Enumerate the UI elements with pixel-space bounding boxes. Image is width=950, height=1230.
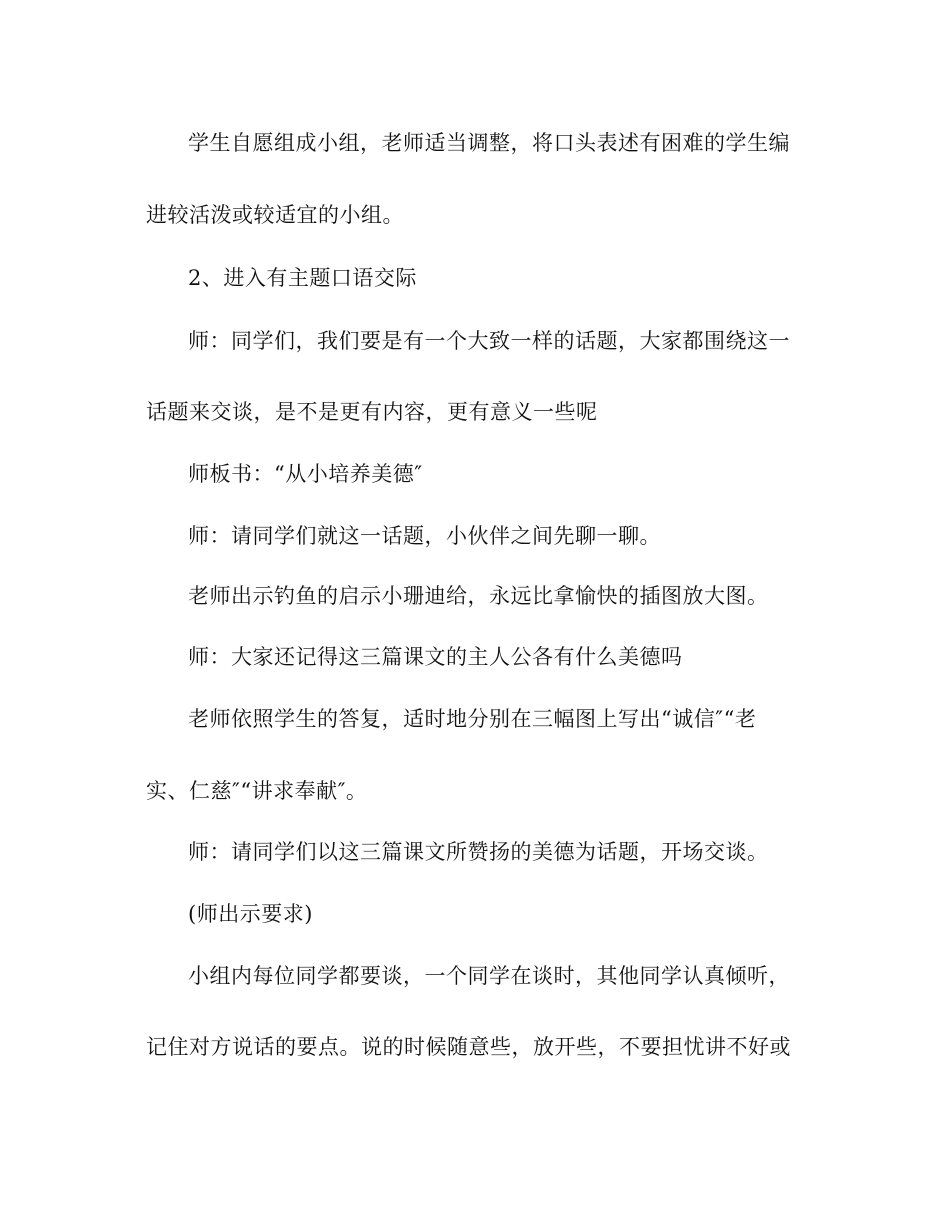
paragraph-line-11: 师：请同学们以这三篇课文所赞扬的美德为话题，开场交谈。: [188, 840, 769, 864]
paragraph-line-9: 老师依照学生的答复，适时地分别在三幅图上写出“诚信″“老: [188, 707, 757, 731]
paragraph-line-12: (师出示要求): [188, 902, 313, 926]
paragraph-line-4: 话题来交谈，是不是更有内容，更有意义一些呢: [146, 400, 598, 424]
paragraph-line-6: 师：请同学们就这一话题，小伙伴之间先聊一聊。: [188, 524, 661, 548]
paragraph-line-3: 师：同学们，我们要是有一个大致一样的话题，大家都围绕这一: [188, 329, 790, 353]
paragraph-line-7: 老师出示钓鱼的启示小珊迪给，永远比拿愉快的插图放大图。: [188, 584, 769, 608]
paragraph-line-14: 记住对方说话的要点。说的时候随意些，放开些，不要担忧讲不好或: [146, 1035, 791, 1059]
paragraph-line-10: 实、仁慈″“讲求奉献″。: [146, 779, 368, 803]
paragraph-line-5: 师板书：“从小培养美德″: [188, 462, 423, 486]
paragraph-line-2: 进较活泼或较适宜的小组。: [146, 203, 404, 227]
paragraph-line-1: 学生自愿组成小组，老师适当调整，将口头表述有困难的学生编: [188, 131, 790, 155]
paragraph-line-8: 师：大家还记得这三篇课文的主人公各有什么美德吗: [188, 645, 683, 669]
section-heading: 2、进入有主题口语交际: [188, 266, 417, 290]
paragraph-line-13: 小组内每位同学都要谈，一个同学在谈时，其他同学认真倾听，: [188, 964, 790, 988]
